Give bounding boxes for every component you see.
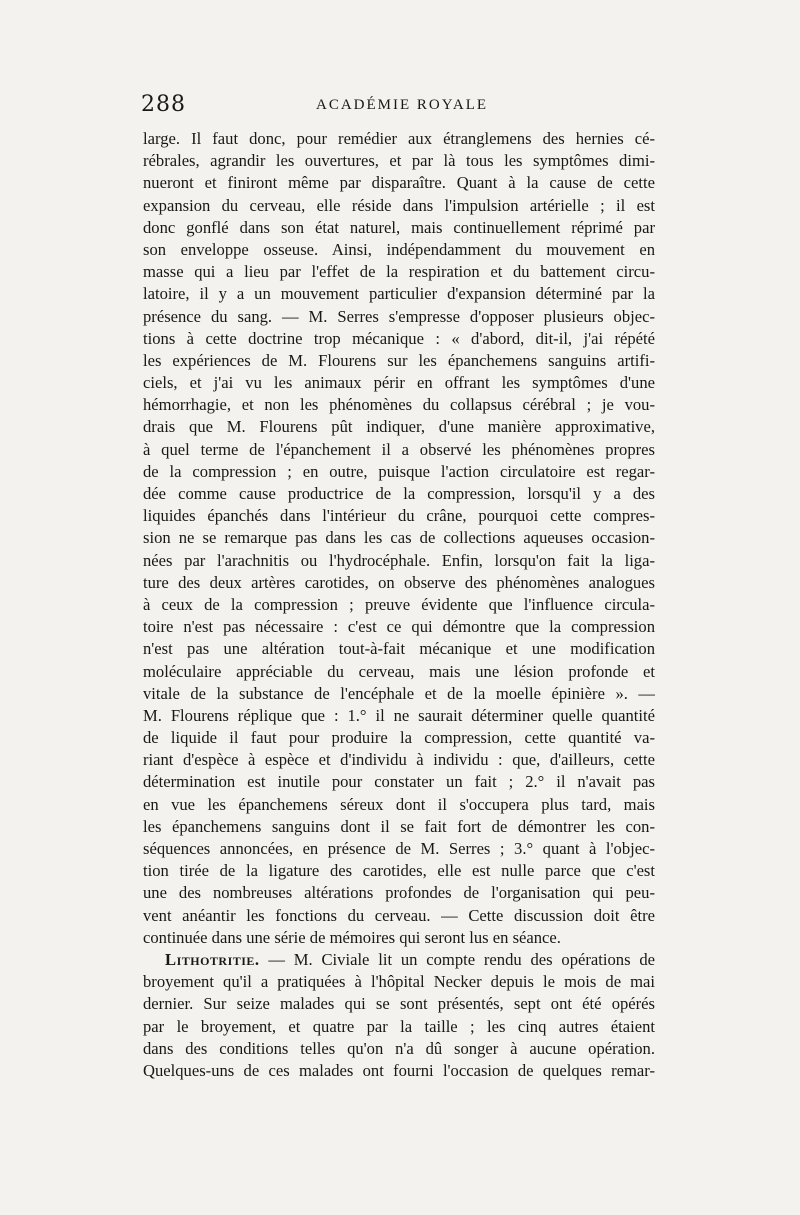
text-line: continuée dans une série de mémoires qui seront lus en séance. [143,927,561,947]
text-line: à quel terme de l'épanchement il a observé les phénomènes propres [143,439,655,459]
text-line: M. Flourens réplique que : 1.° il ne saurait déterminer quelle quantité [143,705,655,725]
text-line: en vue les épanchemens séreux dont il s'occupera plus tard, mais [143,794,655,814]
section-first-line [143,949,655,971]
text-line: présence du sang. — M. Serres s'empresse d'opposer plusieurs objec- [143,306,655,326]
body-text [143,128,655,1082]
text-line: de la compression ; en outre, puisque l'action circulatoire est regar- [143,461,655,481]
text-line: dans des conditions telles qu'on n'a dû songer à aucune opération. [143,1038,655,1058]
running-head: ACADÉMIE ROYALE [316,97,489,113]
text-line: expansion du cerveau, elle réside dans l'impulsion artérielle ; il est [143,195,655,215]
text-line: à ceux de la compression ; preuve évidente que l'influence circula- [143,594,655,614]
text-line: ture des deux artères carotides, on observe des phénomènes analogues [143,572,655,592]
text-line: broyement qu'il a pratiquées à l'hôpital Necker depuis le mois de mai [143,972,655,992]
text-line: par le broyement, et quatre par la taille ; les cinq autres étaient [143,1016,655,1036]
section-heading: Lithotritie. [165,949,260,969]
text-line: nueront et finiront même par disparaître. Quant à la cause de cette [143,173,655,193]
text-line: liquides épanchés dans l'intérieur du crâne, pourquoi cette compres- [143,506,655,526]
section-first-line-text: — M. Civiale lit un compte rendu des opérations de [259,949,655,969]
text-line: riant d'espèce à espèce et d'individu à individu : que, d'ailleurs, cette [143,750,655,770]
text-line: tion tirée de la ligature des carotides, elle est nulle parce que c'est [143,861,655,881]
text-line: nées par l'arachnitis ou l'hydrocéphale. Enfin, lorsqu'on fait la liga- [143,550,655,570]
text-line: donc gonflé dans son état naturel, mais continuellement réprimé par [143,217,655,237]
text-line: tions à cette doctrine trop mécanique : « d'abord, dit-il, j'ai répété [143,328,655,348]
text-line: une des nombreuses altérations profondes de l'organisation qui peu- [143,883,655,903]
text-line: détermination est inutile pour constater un fait ; 2.° il n'avait pas [143,772,655,792]
text-line: vitale de la substance de l'encéphale et de la moelle épinière ». — [143,683,655,703]
text-line: ciels, et j'ai vu les animaux périr en offrant les symptômes d'une [143,373,655,393]
text-line: large. Il faut donc, pour remédier aux étranglemens des hernies cé- [143,129,655,148]
text-line: Quelques-uns de ces malades ont fourni l'occasion de quelques remar- [143,1060,655,1080]
text-line: rébrales, agrandir les ouvertures, et par là tous les symptômes dimi- [143,151,655,171]
text-line: masse qui a lieu par l'effet de la respiration et du battement circu- [143,262,655,282]
text-line: n'est pas une altération tout-à-fait mécanique et une modification [143,639,655,659]
text-line: dernier. Sur seize malades qui se sont présentés, sept ont été opérés [143,994,655,1014]
text-line: les épanchemens sanguins dont il se fait fort de démontrer les con- [143,816,655,836]
text-line: dée comme cause productrice de la compression, lorsqu'il y a des [143,484,655,503]
text-line: séquences annoncées, en présence de M. Serres ; 3.° quant à l'objec- [143,839,655,858]
text-line: latoire, il y a un mouvement particulier d'expansion déterminé par la [143,284,655,304]
text-line: drais que M. Flourens pût indiquer, d'une manière approximative, [143,417,655,437]
page-number: 288 [141,92,186,117]
text-line: toire n'est pas nécessaire : c'est ce qui démontre que la compression [143,617,655,637]
text-line: les expériences de M. Flourens sur les épanchemens sanguins artifi- [143,350,655,370]
text-line: vent anéantir les fonctions du cerveau. — Cette discussion doit être [143,905,655,925]
text-line: moléculaire appréciable du cerveau, mais une lésion profonde et [143,661,655,681]
text-line: de liquide il faut pour produire la compression, cette quantité va- [143,728,655,748]
text-line: son enveloppe osseuse. Ainsi, indépendamment du mouvement en [143,239,655,259]
text-line: hémorrhagie, et non les phénomènes du collapsus cérébral ; je vou- [143,395,655,415]
text-line: sion ne se remarque pas dans les cas de collections aqueuses occasion- [143,528,655,548]
